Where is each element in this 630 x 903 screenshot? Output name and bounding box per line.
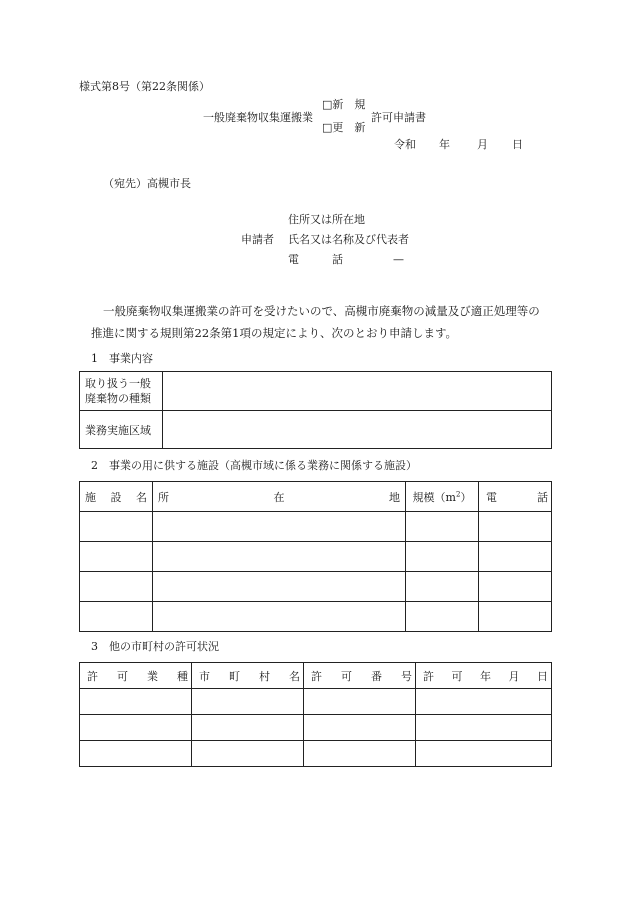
facility-table — [79, 481, 552, 632]
header-facility-name: 施 設 名 — [80, 482, 153, 512]
service-area-field[interactable] — [163, 411, 552, 449]
option-new-checkbox[interactable]: □新 規 — [322, 98, 366, 111]
header-permit-type: 許 可 業 種 — [80, 663, 192, 689]
name-label: 氏名又は名称及び代表者 — [288, 233, 409, 246]
waste-type-label: 取り扱う一般 廃棄物の種類 — [80, 372, 163, 411]
phone-label: 電 話 — [288, 253, 343, 266]
table-row — [80, 572, 552, 602]
service-area-label: 業務実施区域 — [80, 411, 163, 449]
waste-type-field[interactable] — [163, 372, 552, 411]
table-header-row — [80, 663, 552, 689]
header-city-name: 市 町 村 名 — [192, 663, 304, 689]
option-renew-checkbox[interactable]: □更 新 — [322, 121, 366, 134]
other-permits-table — [79, 662, 552, 767]
applicant-label: 申請者 — [241, 233, 274, 246]
phone-dash: — — [393, 253, 404, 266]
address-label: 住所又は所在地 — [288, 213, 365, 226]
header-phone: 電 話 — [479, 482, 552, 512]
header-permit-number: 許 可 番 号 — [304, 663, 416, 689]
business-content-table — [79, 371, 552, 449]
addressee: （宛先）高槻市長 — [103, 177, 191, 190]
header-location: 所 在 地 — [153, 482, 406, 512]
table-row — [80, 542, 552, 572]
header-scale: 規模$(m^2)$ — [406, 482, 479, 512]
section3-heading: 3 他の市町村の許可状況 — [91, 640, 219, 653]
date-year-label: 年 — [439, 138, 450, 151]
table-row — [80, 715, 552, 741]
header-permit-date: 許 可 年 月 日 — [416, 663, 552, 689]
title-suffix: 許可申請書 — [371, 111, 426, 124]
table-row — [80, 512, 552, 542]
section1-heading: 1 事業内容 — [91, 352, 153, 365]
date-era: 令和 — [394, 138, 416, 151]
table-row — [80, 689, 552, 715]
body-text-line2: 推進に関する規則第22条第1項の規定により、次のとおり申請します。 — [91, 326, 458, 340]
body-text-line1: 一般廃棄物収集運搬業の許可を受けたいので、高槻市廃棄物の減量及び適正処理等の — [103, 304, 540, 318]
title-prefix: 一般廃棄物収集運搬業 — [203, 111, 313, 124]
form-number: 様式第8号（第22条関係） — [79, 80, 210, 93]
table-row — [80, 741, 552, 767]
table-row — [80, 411, 552, 449]
section2-heading: 2 事業の用に供する施設（高槻市域に係る業務に関係する施設） — [91, 459, 417, 472]
table-row — [80, 372, 552, 411]
table-header-row — [80, 482, 552, 512]
date-month-label: 月 — [477, 138, 488, 151]
date-day-label: 日 — [512, 138, 523, 151]
table-row — [80, 602, 552, 632]
